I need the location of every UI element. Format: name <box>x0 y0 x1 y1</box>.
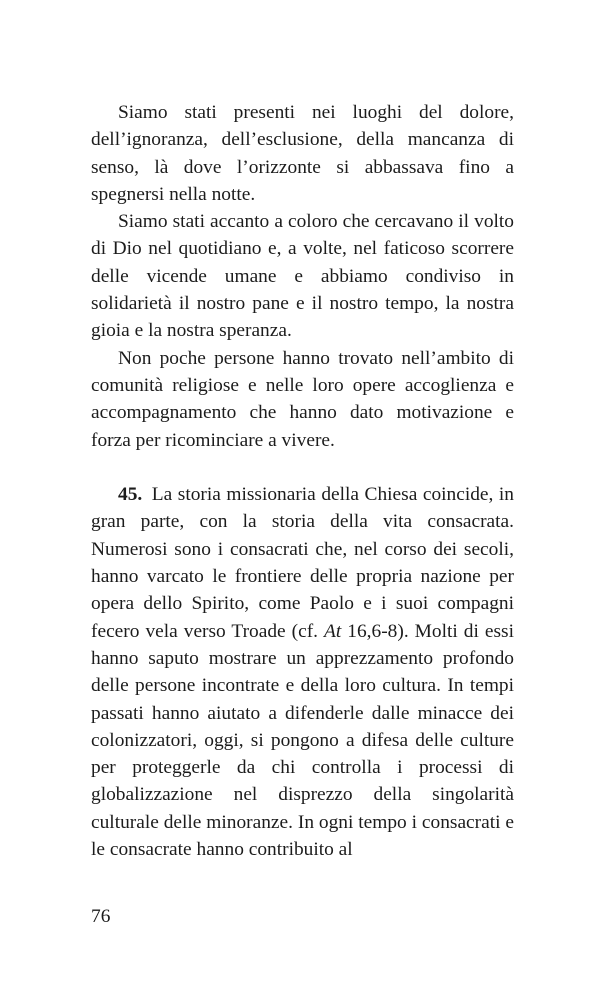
paragraph-accompaniment: Siamo stati accanto a coloro che cercavano il volto di Dio nel quotidiano e, a volte, nel faticoso scorrere delle vicende umane e abbiamo condiviso in solidarietà il nostro pane e il nostro tempo, la nostra gioia e la nostra speranza. <box>91 211 514 342</box>
section-text-end: 16,6-8). Molti di essi hanno saputo mostrare un apprezzamento profondo delle persone incontrate e della loro cultura. In tempi passati hanno aiutato a difenderle dalle minacce dei colonizzatori, oggi, si pongono a difesa delle culture per proteggerle da chi controlla i processi di globalizzazione nel disprezzo della singolarità culturale delle minoranze. In ogni tempo i consacrati e le consacrate hanno contribuito al <box>91 620 514 861</box>
paragraph-presence: Siamo stati presenti nei luoghi del dolore, dell’ignoranza, dell’esclusione, della mancanza di senso, là dove l’orizzonte si abbassava fino a spegnersi nella notte. <box>91 102 514 205</box>
body-text <box>91 99 514 863</box>
section-number: 45. <box>118 484 143 506</box>
paragraph-welcome: Non poche persone hanno trovato nell’ambito di comunità religiose e nelle loro opere accoglienza e accompagnamento che hanno dato motivazione e forza per ricominciare a vivere. <box>91 347 514 451</box>
section-text-start: La storia missionaria della Chiesa coincide, in gran parte, con la storia della vita consacrata. Numerosi sono i consacrati che, nel corso dei secoli, hanno varcato le frontiere delle propria nazione per opera dello Spirito, come Paolo e i suoi compagni fecero vela verso Troade (cf. <box>91 484 514 642</box>
section-45-paragraph <box>91 481 514 863</box>
page-number: 76 <box>91 906 111 927</box>
scripture-reference: At <box>324 620 342 642</box>
